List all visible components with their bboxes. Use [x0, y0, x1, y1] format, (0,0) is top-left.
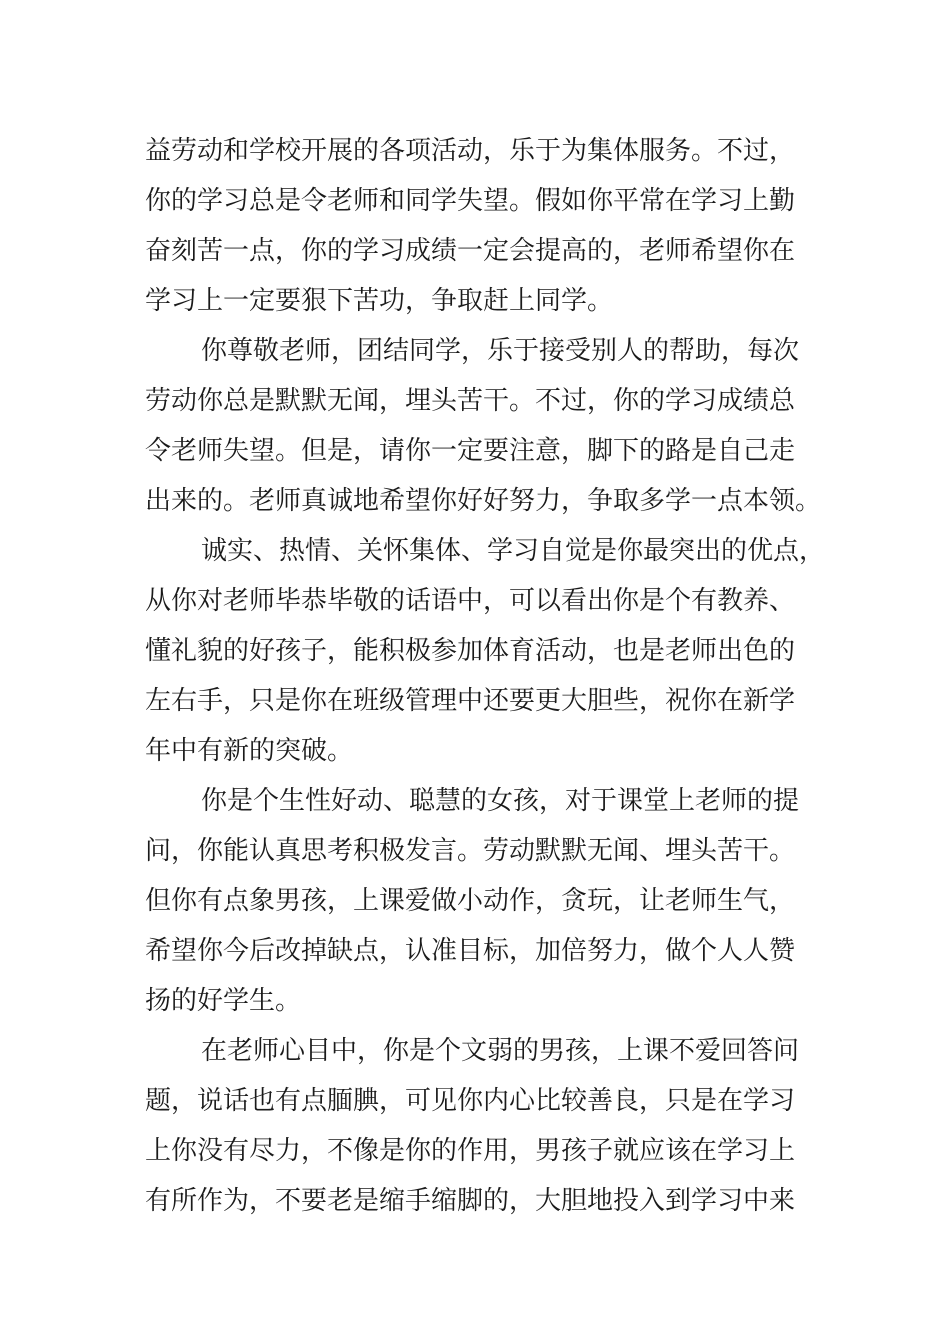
text-line: 懂礼貌的好孩子，能积极参加体育活动，也是老师出色的: [145, 636, 796, 666]
text-line: 从你对老师毕恭毕敬的话语中，可以看出你是个有教养、: [145, 586, 796, 616]
text-line: 年中有新的突破。: [145, 736, 354, 766]
text-line: 扬的好学生。: [145, 986, 302, 1016]
text-line: 问，你能认真思考积极发言。劳动默默无闻、埋头苦干。: [145, 836, 796, 866]
text-line: 奋刻苦一点，你的学习成绩一定会提高的，老师希望你在: [145, 236, 796, 266]
text-line: 出来的。老师真诚地希望你好好努力，争取多学一点本领。: [145, 486, 822, 516]
paragraph-first-line: 你是个生性好动、聪慧的女孩，对于课堂上老师的提: [201, 786, 800, 816]
paragraph-first-line: 你尊敬老师，团结同学，乐于接受别人的帮助，每次: [201, 336, 800, 366]
text-line: 学习上一定要狠下苦功，争取赶上同学。: [145, 286, 614, 316]
text-line: 希望你今后改掉缺点，认准目标，加倍努力，做个人人赞: [145, 936, 796, 966]
text-line: 上你没有尽力，不像是你的作用，男孩子就应该在学习上: [145, 1136, 796, 1166]
text-line: 你的学习总是令老师和同学失望。假如你平常在学习上勤: [145, 186, 796, 216]
text-line: 令老师失望。但是，请你一定要注意，脚下的路是自己走: [145, 436, 796, 466]
text-line: 题，说话也有点腼腆，可见你内心比较善良，只是在学习: [145, 1086, 796, 1116]
text-line: 劳动你总是默默无闻，埋头苦干。不过，你的学习成绩总: [145, 386, 796, 416]
text-line: 但你有点象男孩，上课爱做小动作，贪玩，让老师生气，: [145, 886, 796, 916]
paragraph-first-line: 诚实、热情、关怀集体、学习自觉是你最突出的优点，: [201, 536, 826, 566]
text-line: 左右手，只是你在班级管理中还要更大胆些，祝你在新学: [145, 686, 796, 716]
paragraph-first-line: 在老师心目中，你是个文弱的男孩，上课不爱回答问: [201, 1036, 800, 1066]
text-line: 有所作为，不要老是缩手缩脚的，大胆地投入到学习中来: [145, 1186, 796, 1216]
text-line: 益劳动和学校开展的各项活动，乐于为集体服务。不过，: [145, 136, 796, 166]
document-body: [145, 126, 835, 1226]
